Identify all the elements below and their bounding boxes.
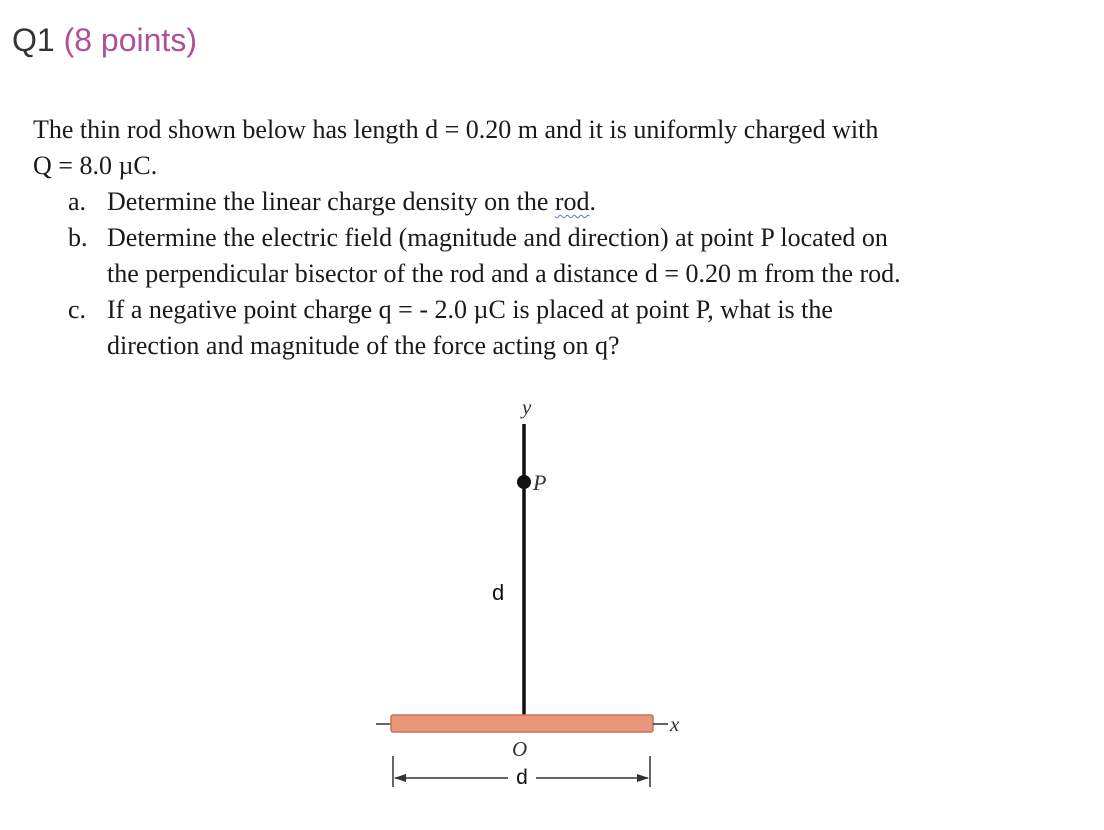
intro-line-1: The thin rod shown below has length d = 0.20 m and it is uniformly charged with: [33, 115, 879, 144]
sub-question-c-marker: c.: [68, 295, 87, 324]
spellcheck-flagged-word[interactable]: rod: [554, 187, 590, 216]
sub-question-c: [68, 292, 1078, 364]
question-number: Q1: [12, 22, 55, 58]
charged-rod: [391, 715, 653, 732]
sub-question-b: [68, 220, 1078, 292]
distance-label: d: [492, 580, 505, 605]
point-p-dot: [517, 475, 531, 489]
point-p-label: P: [533, 470, 547, 495]
length-arrowhead-right: [637, 774, 649, 782]
sub-question-a: [68, 184, 1078, 220]
sub-question-c-line-1: If a negative point charge q = - 2.0 µC is placed at point P, what is the: [107, 295, 833, 324]
question-header: [12, 20, 197, 60]
rod-length-label: d: [516, 766, 528, 789]
intro-line-2: Q = 8.0 µC.: [33, 151, 158, 180]
y-axis-label: y: [522, 395, 532, 419]
sub-question-b-marker: b.: [68, 223, 88, 252]
problem-intro: [33, 112, 1073, 184]
sub-question-list: [68, 184, 1078, 364]
origin-label: O: [512, 737, 528, 761]
charged-rod-diagram: [360, 390, 700, 800]
length-arrowhead-left: [394, 774, 406, 782]
sub-question-b-line-2: the perpendicular bisector of the rod and a distance d = 0.20 m from the rod.: [107, 259, 901, 288]
sub-question-c-line-2: direction and magnitude of the force acting on q?: [107, 331, 620, 360]
x-axis-label: x: [670, 712, 680, 736]
sub-question-b-line-1: Determine the electric field (magnitude and direction) at point P located on: [107, 223, 888, 252]
sub-question-a-text: Determine the linear charge density on the: [107, 187, 555, 216]
sub-question-a-end: .: [589, 187, 597, 216]
question-points: (8 points): [63, 22, 197, 58]
sub-question-a-marker: a.: [68, 187, 87, 216]
